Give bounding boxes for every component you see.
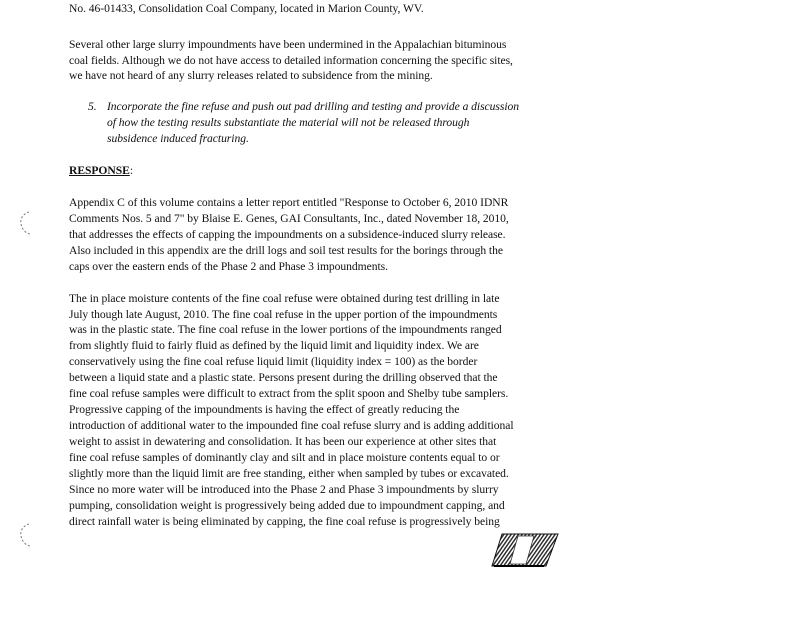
para1-line-2: coal fields. Although we do not have access to detailed information concerning the specific sites, (69, 54, 513, 67)
para3-line-3: was in the plastic state. The fine coal refuse in the lower portions of the impoundments ranged (69, 323, 502, 336)
para3-line-1: The in place moisture contents of the fine coal refuse were obtained during test drilling in late (69, 292, 500, 305)
item-line-2: of how the testing results substantiate the material will not be released through (107, 116, 470, 129)
para3-line-9: introduction of additional water to the impounded fine coal refuse slurry and is adding additional (69, 419, 514, 432)
hole-punch-mark (17, 522, 33, 548)
para3-line-10: weight to assist in dewatering and consolidation. It has been our experience at other sites that (69, 435, 497, 448)
para3-line-6: between a liquid state and a plastic state. Persons present during the drilling observed that the (69, 371, 498, 384)
para3-line-15: direct rainfall water is being eliminated by capping, the fine coal refuse is progressively being (69, 515, 500, 528)
item-line-1: Incorporate the fine refuse and push out pad drilling and testing and provide a discussion (107, 100, 519, 113)
para2-line-2: Comments Nos. 5 and 7" by Blaise E. Genes, GAI Consultants, Inc., dated November 18, 2010, (69, 212, 509, 225)
item-line-3: subsidence induced fracturing. (107, 132, 249, 145)
para3-line-5: conservatively using the fine coal refuse liquid limit (liquidity index = 100) as the border (69, 355, 478, 368)
para3-line-13: Since no more water will be introduced into the Phase 2 and Phase 3 impoundments by slurry (69, 483, 499, 496)
para2-line-3: that addresses the effects of capping the impoundments on a subsidence-induced slurry release. (69, 228, 506, 241)
hole-punch-mark (17, 210, 33, 236)
para2-line-1: Appendix C of this volume contains a letter report entitled "Response to October 6, 2010 IDNR (69, 196, 509, 209)
para1-line-1: Several other large slurry impoundments have been undermined in the Appalachian bituminous (69, 38, 507, 51)
stamp-logo (490, 532, 560, 568)
para3-line-2: July though late August, 2010. The fine coal refuse in the upper portion of the impoundments (69, 308, 498, 321)
item-number: 5. (88, 100, 97, 113)
response-colon: : (129, 164, 133, 177)
para3-line-7: fine coal refuse samples were difficult to extract from the split spoon and Shelby tube samplers. (69, 387, 509, 400)
para1-line-3: we have not heard of any slurry releases related to subsidence from the mining. (69, 69, 433, 82)
response-heading-row (69, 164, 133, 178)
para3-line-4: from slightly fluid to fairly fluid as defined by the liquid limit and liquidity index. We are (69, 339, 479, 352)
para3-line-8: Progressive capping of the impoundments is having the effect of greatly reducing the (69, 403, 460, 416)
para3-line-11: fine coal refuse samples of dominantly clay and silt and in place moisture contents equal to or (69, 451, 500, 464)
response-heading: RESPONSE (69, 164, 130, 177)
para2-line-5: caps over the eastern ends of the Phase 2 and Phase 3 impoundments. (69, 260, 388, 273)
para3-line-14: pumping, consolidation weight is progressively being added due to impoundment capping, and (69, 499, 505, 512)
para2-line-4: Also included in this appendix are the drill logs and soil test results for the borings through the (69, 244, 503, 257)
top-line: No. 46-01433, Consolidation Coal Company, located in Marion County, WV. (69, 2, 424, 15)
para3-line-12: slightly more than the liquid limit are free standing, either when sampled by tubes or excavated. (69, 467, 509, 480)
